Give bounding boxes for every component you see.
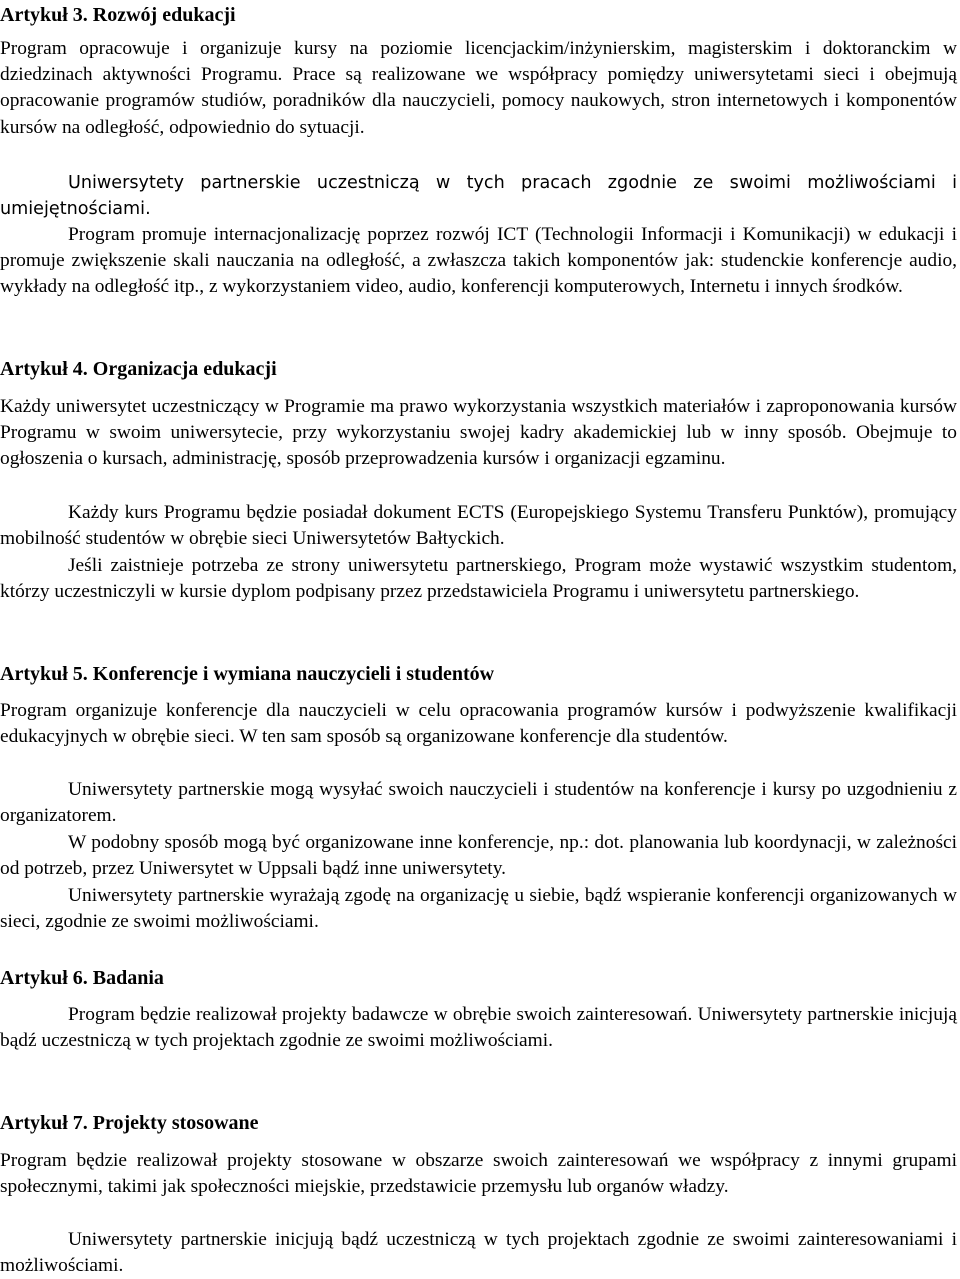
article-4-paragraph-3: Jeśli zaistnieje potrzeba ze strony uniwersytetu partnerskiego, Program może wystawić wszystkim studentom, którzy uczestniczyli w kursie dyplom podpisany przez przedstawiciela Programu i uniwersytetu partnerskiego. [0, 555, 957, 603]
article-3-paragraph-3: Program promuje internacjonalizację poprzez rozwój ICT (Technologii Informacji i Komunikacji) w edukacji i promuje zwiększenie skali nauczania na odległość, a zwłaszcza takich komponentów jak: studenckie konferencje audio, wykłady na odległość itp., z wykorzystaniem video, audio, konferencji komputerowych, Internetu i innych środków. [0, 224, 957, 298]
article-3-paragraph-2: Uniwersytety partnerskie uczestniczą w tych pracach zgodnie ze swoimi możliwościami i umiejętnościami. [0, 173, 957, 220]
article-4-paragraph-2: Każdy kurs Programu będzie posiadał dokument ECTS (Europejskiego Systemu Transferu Punktów), promujący mobilność studentów w obrębie sieci Uniwersytetów Bałtyckich. [0, 502, 957, 550]
article-6-heading: Artykuł 6. Badania [0, 967, 164, 989]
article-5-paragraph-1: Program organizuje konferencje dla nauczycieli w celu opracowania programów kursów i podwyższenie kwalifikacji edukacyjnych w obrębie sieci. W ten sam sposób są organizowane konferencje dla studentów. [0, 700, 957, 748]
article-7-paragraph-1: Program będzie realizował projekty stosowane w obszarze swoich zainteresowań we współpracy z innymi grupami społecznymi, takimi jak społeczności miejskie, przedstawicie przemysłu lub organów władzy. [0, 1150, 957, 1198]
article-5-paragraph-2: Uniwersytety partnerskie mogą wysyłać swoich nauczycieli i studentów na konferencje i kursy po uzgodnieniu z organizatorem. [0, 779, 957, 827]
article-4-heading: Artykuł 4. Organizacja edukacji [0, 358, 277, 380]
article-6-paragraph-1: Program będzie realizował projekty badawcze w obrębie swoich zainteresowań. Uniwersytety partnerskie inicjują bądź uczestniczą w tych projektach zgodnie ze swoimi możliwościami. [0, 1004, 957, 1052]
article-7-heading: Artykuł 7. Projekty stosowane [0, 1112, 259, 1134]
article-5-heading: Artykuł 5. Konferencje i wymiana nauczycieli i studentów [0, 663, 495, 685]
article-3-paragraph-1: Program opracowuje i organizuje kursy na poziomie licencjackim/inżynierskim, magisterskim i doktoranckim w dziedzinach aktywności Programu. Prace są realizowane we współpracy pomiędzy uniwersytetami sieci i obejmują opracowanie programów studiów, poradników dla nauczycieli, pomocy naukowych, stron internetowych i komponentów kursów na odległość, odpowiednio do sytuacji. [0, 38, 957, 138]
article-4-paragraph-1: Każdy uniwersytet uczestniczący w Programie ma prawo wykorzystania wszystkich materiałów i zaproponowania kursów Programu w swoim uniwersytecie, przy wykorzystaniu swojej kadry akademickiej lub w inny sposób. Obejmuje to ogłoszenia o kursach, administrację, sposób przeprowadzenia kursów i organizacji egzaminu. [0, 396, 957, 470]
article-7-paragraph-2: Uniwersytety partnerskie inicjują bądź uczestniczą w tych projektach zgodnie ze swoimi zainteresowaniami i możliwościami. [0, 1229, 957, 1277]
article-5-paragraph-3: W podobny sposób mogą być organizowane inne konferencje, np.: dot. planowania lub koordynacji, w zależności od potrzeb, przez Uniwersytet w Uppsali bądź inne uniwersytety. [0, 832, 957, 880]
article-3-heading: Artykuł 3. Rozwój edukacji [0, 4, 236, 26]
article-5-paragraph-4: Uniwersytety partnerskie wyrażają zgodę na organizację u siebie, bądź wspieranie konferencji organizowanych w sieci, zgodnie ze swoimi możliwościami. [0, 885, 957, 933]
